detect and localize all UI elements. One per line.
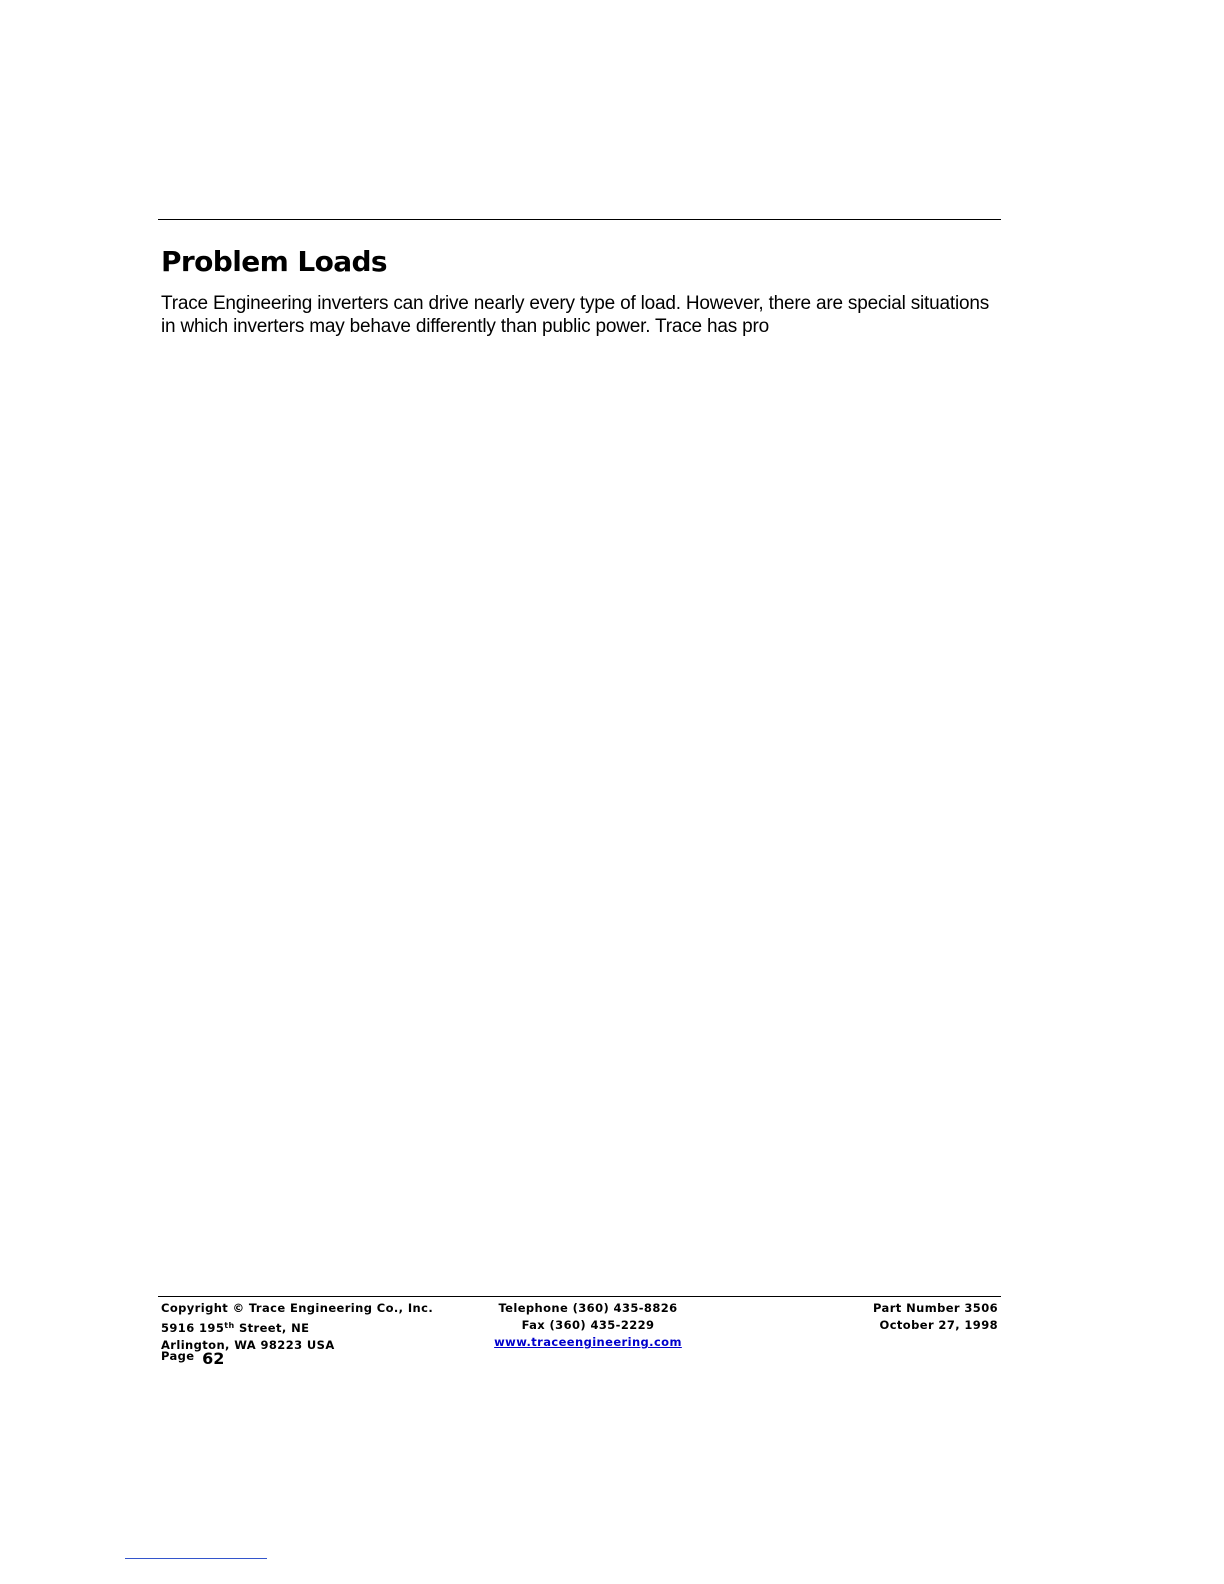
footer-telephone: Telephone (360) 435-8826 [498,1301,678,1315]
footer-address-number: 5916 195 [161,1321,225,1335]
page-number: 62 [202,1349,225,1368]
footer-city: Arlington, WA 98223 USA [161,1338,335,1352]
footer-copyright: Copyright © Trace Engineering Co., Inc. [161,1301,434,1315]
page-label: Page [161,1349,195,1363]
footer-right-block [873,1300,998,1334]
footer-address-street: Street, NE [234,1321,310,1335]
footer-fax: Fax (360) 435-2229 [521,1318,655,1332]
header-divider [158,219,1001,220]
body-line-1: Trace Engineering inverters can drive nearly every type of load. However, there are special situations [161,293,989,314]
footer-website-link[interactable]: www.traceengineering.com [494,1335,682,1349]
footer-part-number: Part Number 3506 [873,1301,998,1315]
footer-center-block [478,1300,698,1351]
footer-divider [158,1296,1001,1297]
body-line-2: in which inverters may behave differently than public power. Trace has pro [161,316,769,337]
footer-left-block [161,1300,433,1354]
section-title: Problem Loads [161,245,388,278]
footer-address-suffix: th [224,1321,235,1330]
bottom-link-underline [125,1558,267,1559]
footer-address [161,1317,433,1337]
page-number-line [161,1349,224,1368]
body-paragraph [161,292,1006,338]
footer-date: October 27, 1998 [879,1318,998,1332]
